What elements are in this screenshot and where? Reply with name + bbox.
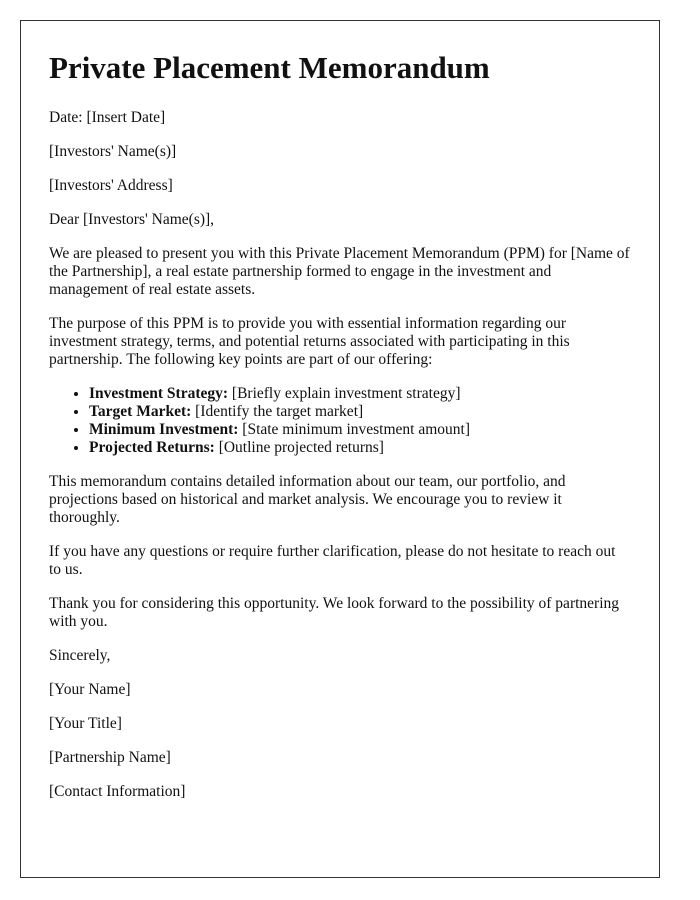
investors-address: [Investors' Address] — [49, 177, 173, 194]
signature-partnership: [Partnership Name] — [49, 749, 171, 766]
list-item — [89, 421, 631, 439]
list-item-label: Target Market: — [89, 403, 192, 420]
salutation: Dear [Investors' Name(s)], — [49, 211, 215, 228]
signature-title: [Your Title] — [49, 715, 122, 732]
key-points-list — [49, 385, 631, 457]
questions-paragraph: If you have any questions or require further clarification, please do not hesitate to reach out to us. — [49, 543, 616, 578]
list-item-text: [Identify the target market] — [191, 403, 364, 420]
page-title: Private Placement Memorandum — [49, 50, 490, 85]
list-item-text: [Outline projected returns] — [214, 439, 384, 456]
list-item-text: [Briefly explain investment strategy] — [228, 385, 461, 402]
list-item — [89, 439, 631, 457]
purpose-paragraph: The purpose of this PPM is to provide you with essential information regarding our investment strategy, terms, and potential returns associated with participating in this partnership. The following key points are part of our offering: — [49, 315, 570, 368]
list-item — [89, 403, 631, 421]
intro-paragraph: We are pleased to present you with this Private Placement Memorandum (PPM) for [Name of the Partnership], a real estate partnership formed to engage in the investment and management of real estate assets. — [49, 245, 630, 298]
closing: Sincerely, — [49, 647, 111, 664]
letter-page — [20, 20, 660, 878]
list-item-label: Projected Returns: — [89, 439, 215, 456]
thanks-paragraph: Thank you for considering this opportunity. We look forward to the possibility of partnering with you. — [49, 595, 620, 630]
signature-name: [Your Name] — [49, 681, 131, 698]
signature-contact: [Contact Information] — [49, 783, 186, 800]
investors-name: [Investors' Name(s)] — [49, 143, 177, 160]
list-item-label: Investment Strategy: — [89, 385, 229, 402]
list-item-label: Minimum Investment: — [89, 421, 239, 438]
details-paragraph: This memorandum contains detailed information about our team, our portfolio, and projections based on historical and market analysis. We encourage you to review it thoroughly. — [49, 473, 566, 526]
list-item — [89, 385, 631, 403]
list-item-text: [State minimum investment amount] — [238, 421, 471, 438]
date-line: Date: [Insert Date] — [49, 109, 166, 126]
